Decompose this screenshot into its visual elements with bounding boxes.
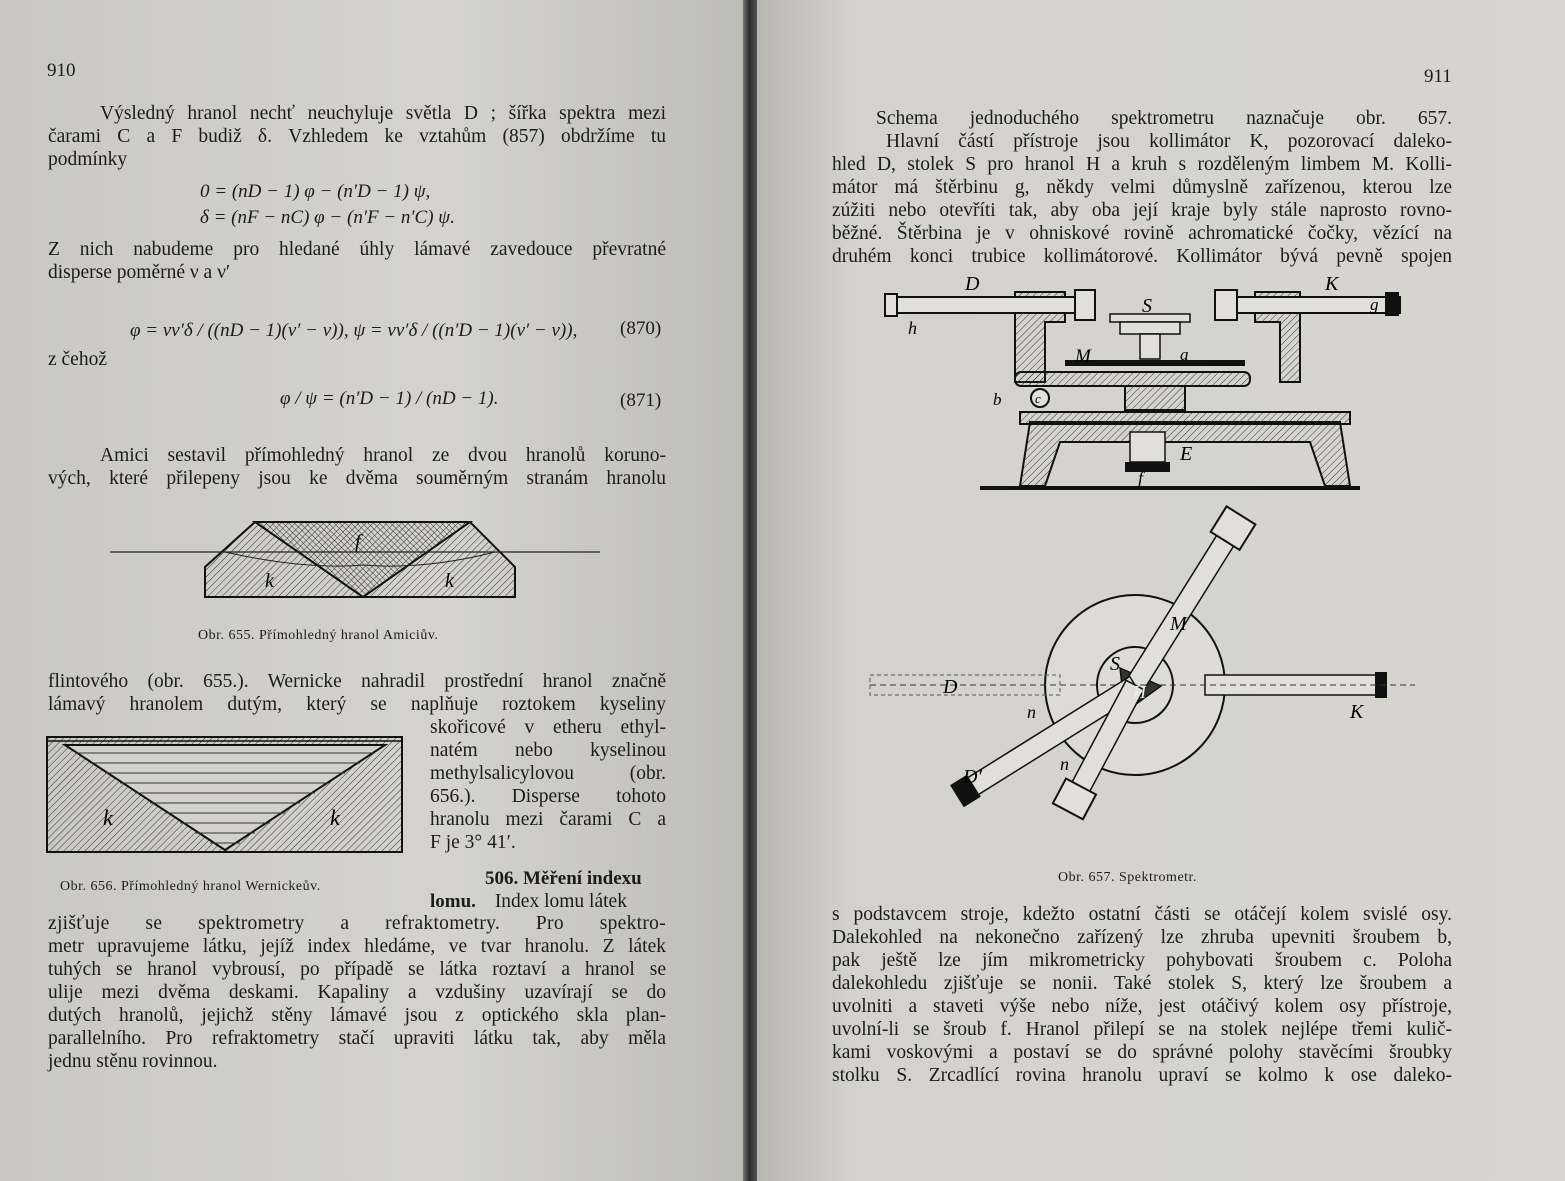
text-line: pak ještě lze jím mikrometricky pohybovati šroubem c. Poloha — [832, 950, 1452, 971]
text-line: druhém konci trubice kollimátorové. Kollimátor bývá pevně spojen — [832, 246, 1452, 267]
book-gutter — [743, 0, 757, 1181]
text-line: Výsledný hranol nechť neuchyluje světla D ; šířka spektra mezi — [100, 103, 666, 124]
text-line: natém nebo kyselinou — [430, 740, 666, 761]
text-line: ulije mezi dvěma deskami. Kapaliny a vzdušiny uzavírají se do — [48, 982, 666, 1003]
text-line: flintového (obr. 655.). Wernicke nahradil prostřední hranol značně — [48, 671, 666, 692]
text-line: běžné. Štěrbina je v ohniskové rovině achromatické čočky, vězící na — [832, 223, 1452, 244]
fig656-label-k1: k — [103, 805, 113, 830]
text-line: methylsalicylovou (obr. — [430, 763, 666, 784]
text-line: stolku S. Zrcadlící rovina hranolu upraví se kolmo k ose daleko- — [832, 1065, 1452, 1086]
text-line: dalekohledu zjišťuje se nonii. Také stolek S, který lze šroubem a — [832, 973, 1452, 994]
text-line: jednu stěnu rovinnou. — [48, 1051, 218, 1072]
text-line: Dalekohled na nekonečno zařízený lze zhruba upevniti šroubem b, — [832, 927, 1452, 948]
fig657-label-M: M — [1075, 346, 1091, 367]
text-line: metr upravujeme látku, jejíž index hledáme, ve tvar hranolu. Z látek — [48, 936, 666, 957]
text-line: parallelního. Pro refraktometry stačí upraviti látku tak, aby měla — [48, 1028, 666, 1049]
fig657-top-label-H: H — [1133, 682, 1146, 702]
equation-871-number: (871) — [620, 390, 662, 411]
text-line: 656.). Disperse tohoto — [430, 786, 666, 807]
figure-657-spectrometer-top-view — [865, 500, 1425, 865]
fig657-top-label-K: K — [1350, 701, 1364, 723]
fig657-label-b: b — [993, 390, 1002, 409]
text-line: kami voskovými a postaví se do správné polohy stavěcími šroubky — [832, 1042, 1452, 1063]
fig657-label-g: g — [1370, 295, 1379, 314]
text-line: dutých hranolů, jejichž stěny lámavé jsou z optického skla plan- — [48, 1005, 666, 1026]
fig656-label-k2: k — [330, 805, 340, 830]
text-line: podmínky — [48, 149, 128, 170]
fig657-top-label-n1: n — [1027, 702, 1036, 722]
fig657-top-label-S: S — [1110, 653, 1120, 675]
text-line: F je 3° 41′. — [430, 832, 516, 853]
fig655-label-k1: k — [265, 570, 274, 592]
fig657-label-K: K — [1325, 273, 1339, 295]
section-506-heading: 506. Měření indexu — [485, 868, 642, 889]
equation-871: φ / ψ = (n′D − 1) / (nD − 1). — [280, 388, 499, 409]
figure-656-caption: Obr. 656. Přímohledný hranol Wernickeův. — [60, 879, 321, 894]
fig657-label-c: c — [1035, 391, 1041, 406]
fig657-label-f: f — [1138, 468, 1144, 488]
fig657-label-D: D — [965, 273, 980, 295]
figure-655-amici-prism — [105, 515, 605, 605]
text-line: hled D, stolek S pro hranol H a kruh s rozděleným limbem M. Kolli- — [832, 154, 1452, 175]
text-line: Schema jednoduchého spektrometru naznačuje obr. 657. — [876, 108, 1452, 129]
fig657-label-h: h — [908, 318, 917, 338]
fig657-label-E: E — [1180, 443, 1193, 465]
condition-equation-1: 0 = (nD − 1) φ − (n′D − 1) ψ, — [200, 181, 431, 202]
figure-657-caption: Obr. 657. Spektrometr. — [1058, 870, 1197, 885]
text-line: disperse poměrné ν a ν′ — [48, 262, 231, 283]
fig655-label-k2: k — [445, 570, 454, 592]
text-line: čarami C a F budiž δ. Vzhledem ke vztahům (857) obdržíme tu — [48, 126, 666, 147]
figure-657-spectrometer-side-view — [880, 272, 1410, 494]
fig657-label-a: a — [1180, 345, 1189, 364]
text-line: uvolniti a staveti výše nebo níže, jest otáčivý kolem osy přístroje, — [832, 996, 1452, 1017]
text-line: tuhých se hranol vybrousí, po případě se látka roztaví a hranol se — [48, 959, 666, 980]
fig657-top-label-D: D — [943, 676, 958, 698]
text-line: hranolu mezi čarami C a — [430, 809, 666, 830]
text-line: Hlavní částí přístroje jsou kollimátor K, pozorovací daleko- — [886, 131, 1452, 152]
text-line: vých, které přilepeny jsou ke dvěma souměrným stranám hranolu — [48, 468, 666, 489]
text-line: skořicové v etheru ethyl- — [430, 717, 666, 738]
section-506-heading-lomu: lomu. — [430, 891, 476, 912]
fig655-label-f: f — [355, 531, 361, 553]
text-line: zúžiti nebo otevříti tak, aby oba její kraje byly stále naprosto rovno- — [832, 200, 1452, 221]
left-page-number: 910 — [47, 60, 76, 81]
fig657-top-label-n2: n — [1060, 754, 1069, 774]
section-506-intro: Index lomu látek — [494, 891, 627, 912]
fig657-top-label-M: M — [1170, 613, 1187, 635]
text-z-cehoz: z čehož — [48, 349, 107, 370]
text-line: Amici sestavil přímohledný hranol ze dvou hranolů koruno- — [100, 445, 666, 466]
figure-656-wernicke-prism — [45, 735, 405, 855]
text-line: zjišťuje se spektrometry a refraktometry. Pro spektro- — [48, 913, 666, 934]
condition-equation-2: δ = (nF − nC) φ − (n′F − n′C) ψ. — [200, 207, 455, 228]
text-line: Z nich nabudeme pro hledané úhly lámavé zavedouce převratné — [48, 239, 666, 260]
text-line: s podstavcem stroje, kdežto ostatní části se otáčejí kolem svislé osy. — [832, 904, 1452, 925]
figure-655-caption: Obr. 655. Přímohledný hranol Amiciův. — [198, 628, 439, 643]
equation-870: φ = νν′δ / ((nD − 1)(ν′ − ν)), ψ = νν′δ / ((n′D − 1)(ν′ − ν)), — [130, 320, 578, 341]
fig657-label-S: S — [1142, 295, 1152, 317]
section-506-heading-line2 — [430, 891, 666, 914]
equation-870-number: (870) — [620, 318, 662, 339]
text-line: uvolní-li se šroub f. Hranol přilepí se na stolek nejlépe třemi kulič- — [832, 1019, 1452, 1040]
text-line: mátor má štěrbinu g, někdy velmi důmyslně zařízenou, kterou lze — [832, 177, 1452, 198]
fig657-top-label-Dprime: D′ — [963, 766, 982, 788]
right-page-number: 911 — [1424, 66, 1452, 87]
text-line: lámavý hranolem dutým, který se naplňuje roztokem kyseliny — [48, 694, 666, 715]
